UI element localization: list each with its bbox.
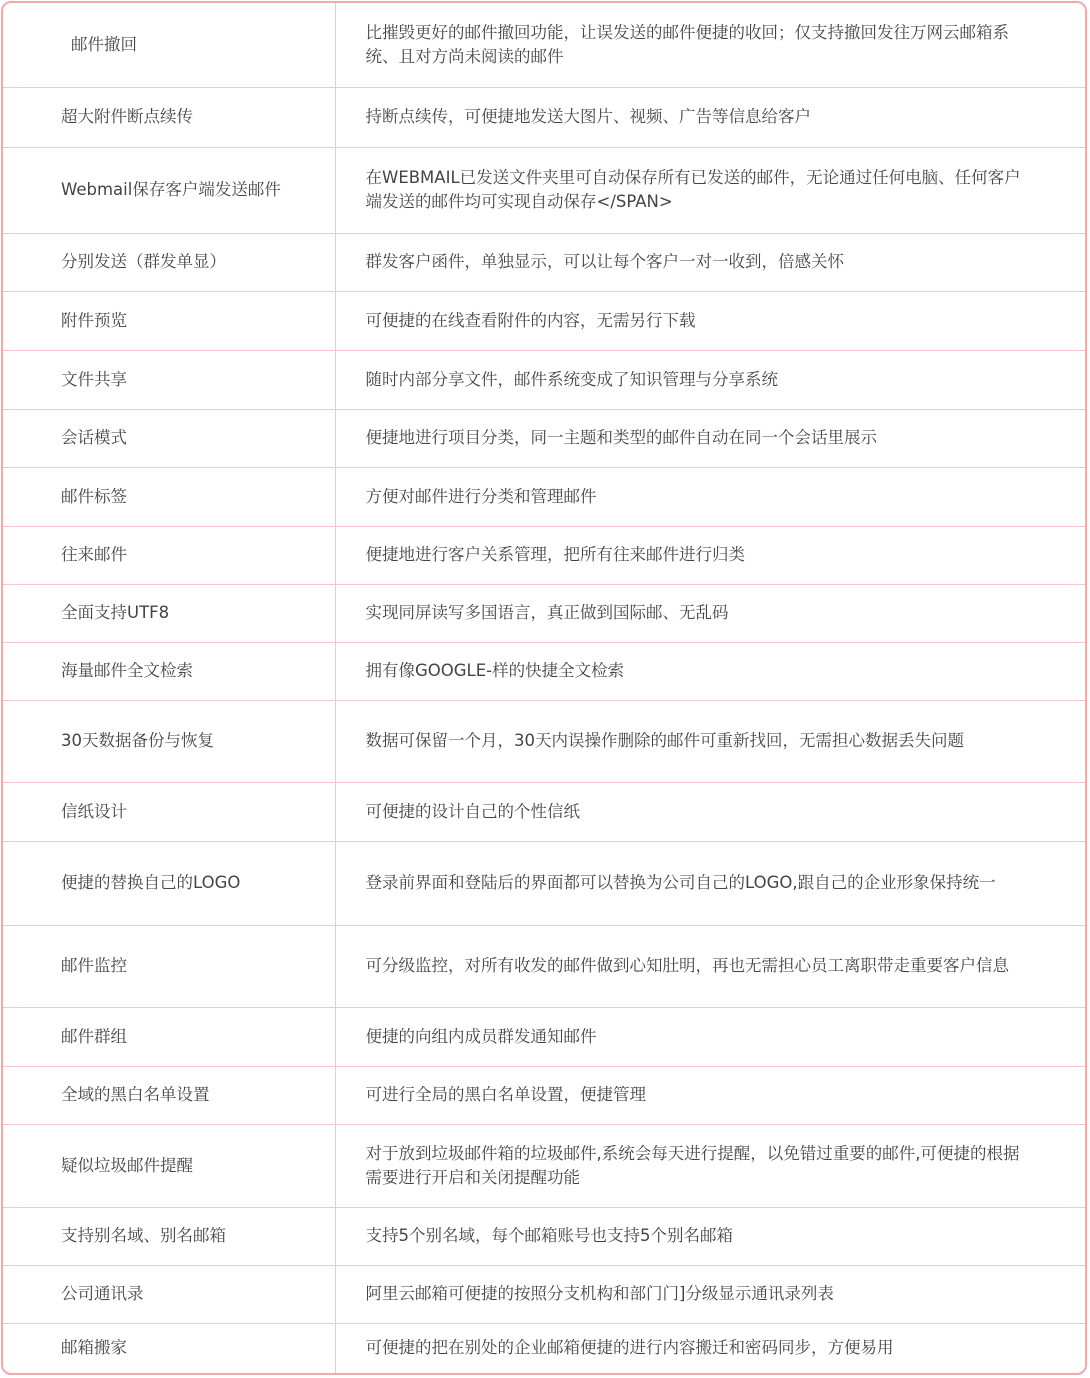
feature-description: 在WEBMAIL已发送文件夹里可自动保存所有已发送的邮件，无论通过任何电脑、任何客户端发送的邮件均可实现自动保存</SPAN> bbox=[335, 147, 1085, 233]
feature-name: 会话模式 bbox=[3, 409, 335, 467]
feature-name: 分别发送（群发单显） bbox=[3, 233, 335, 291]
table-row bbox=[3, 409, 1085, 467]
feature-description: 登录前界面和登陆后的界面都可以替换为公司自己的LOGO,跟自己的企业形象保持统一 bbox=[335, 841, 1085, 925]
feature-name: 邮件群组 bbox=[3, 1007, 335, 1066]
table-row bbox=[3, 1007, 1085, 1066]
table-row bbox=[3, 841, 1085, 925]
table-row bbox=[3, 1207, 1085, 1265]
feature-name: Webmail保存客户端发送邮件 bbox=[3, 147, 335, 233]
table-row bbox=[3, 291, 1085, 350]
feature-description: 持断点续传，可便捷地发送大图片、视频、广告等信息给客户 bbox=[335, 87, 1085, 147]
table-row bbox=[3, 233, 1085, 291]
table-row bbox=[3, 3, 1085, 87]
feature-description: 便捷的向组内成员群发通知邮件 bbox=[335, 1007, 1085, 1066]
feature-name: 邮箱搬家 bbox=[3, 1323, 335, 1373]
table-row bbox=[3, 526, 1085, 584]
feature-name: 文件共享 bbox=[3, 350, 335, 409]
table-row bbox=[3, 467, 1085, 526]
feature-name: 便捷的替换自己的LOGO bbox=[3, 841, 335, 925]
feature-description: 可分级监控，对所有收发的邮件做到心知肚明，再也无需担心员工离职带走重要客户信息 bbox=[335, 925, 1085, 1007]
table-row bbox=[3, 1323, 1085, 1373]
table-row bbox=[3, 87, 1085, 147]
table-row bbox=[3, 700, 1085, 782]
feature-description: 阿里云邮箱可便捷的按照分支机构和部门门]分级显示通讯录列表 bbox=[335, 1265, 1085, 1323]
feature-name: 全面支持UTF8 bbox=[3, 584, 335, 642]
feature-name: 邮件撤回 bbox=[3, 3, 335, 87]
feature-description: 可便捷的在线查看附件的内容，无需另行下载 bbox=[335, 291, 1085, 350]
table-row bbox=[3, 1265, 1085, 1323]
feature-name: 附件预览 bbox=[3, 291, 335, 350]
feature-name: 往来邮件 bbox=[3, 526, 335, 584]
table-row bbox=[3, 1124, 1085, 1207]
feature-table-container bbox=[1, 1, 1087, 1375]
feature-description: 群发客户函件，单独显示，可以让每个客户一对一收到，倍感关怀 bbox=[335, 233, 1085, 291]
feature-description: 便捷地进行项目分类，同一主题和类型的邮件自动在同一个会话里展示 bbox=[335, 409, 1085, 467]
feature-description: 数据可保留一个月，30天内误操作删除的邮件可重新找回，无需担心数据丢失问题 bbox=[335, 700, 1085, 782]
feature-name: 30天数据备份与恢复 bbox=[3, 700, 335, 782]
feature-name: 邮件标签 bbox=[3, 467, 335, 526]
feature-name: 超大附件断点续传 bbox=[3, 87, 335, 147]
feature-description: 随时内部分享文件，邮件系统变成了知识管理与分享系统 bbox=[335, 350, 1085, 409]
feature-description: 便捷地进行客户关系管理，把所有往来邮件进行归类 bbox=[335, 526, 1085, 584]
table-row bbox=[3, 147, 1085, 233]
table-row bbox=[3, 584, 1085, 642]
feature-description: 比摧毁更好的邮件撤回功能，让误发送的邮件便捷的收回；仅支持撤回发往万网云邮箱系统、且对方尚未阅读的邮件 bbox=[335, 3, 1085, 87]
feature-name: 疑似垃圾邮件提醒 bbox=[3, 1124, 335, 1207]
feature-name: 公司通讯录 bbox=[3, 1265, 335, 1323]
feature-description: 可进行全局的黑白名单设置，便捷管理 bbox=[335, 1066, 1085, 1124]
table-row bbox=[3, 782, 1085, 841]
feature-description: 对于放到垃圾邮件箱的垃圾邮件,系统会每天进行提醒，以免错过重要的邮件,可便捷的根据需要进行开启和关闭提醒功能 bbox=[335, 1124, 1085, 1207]
feature-name: 信纸设计 bbox=[3, 782, 335, 841]
table-row bbox=[3, 642, 1085, 700]
feature-name: 海量邮件全文检索 bbox=[3, 642, 335, 700]
table-row bbox=[3, 1066, 1085, 1124]
feature-table bbox=[3, 3, 1085, 1373]
feature-name: 邮件监控 bbox=[3, 925, 335, 1007]
feature-description: 可便捷的把在别处的企业邮箱便捷的进行内容搬迁和密码同步，方便易用 bbox=[365, 1338, 894, 1358]
table-row bbox=[3, 925, 1085, 1007]
feature-description: 支持5个别名域，每个邮箱账号也支持5个别名邮箱 bbox=[335, 1207, 1085, 1265]
feature-name: 全域的黑白名单设置 bbox=[3, 1066, 335, 1124]
feature-description: 实现同屏读写多国语言，真正做到国际邮、无乱码 bbox=[335, 584, 1085, 642]
feature-description: 方便对邮件进行分类和管理邮件 bbox=[335, 467, 1085, 526]
feature-description: 拥有像GOOGLE-样的快捷全文检索 bbox=[335, 642, 1085, 700]
table-row bbox=[3, 350, 1085, 409]
feature-name: 支持别名域、别名邮箱 bbox=[3, 1207, 335, 1265]
feature-description: 可便捷的设计自己的个性信纸 bbox=[335, 782, 1085, 841]
